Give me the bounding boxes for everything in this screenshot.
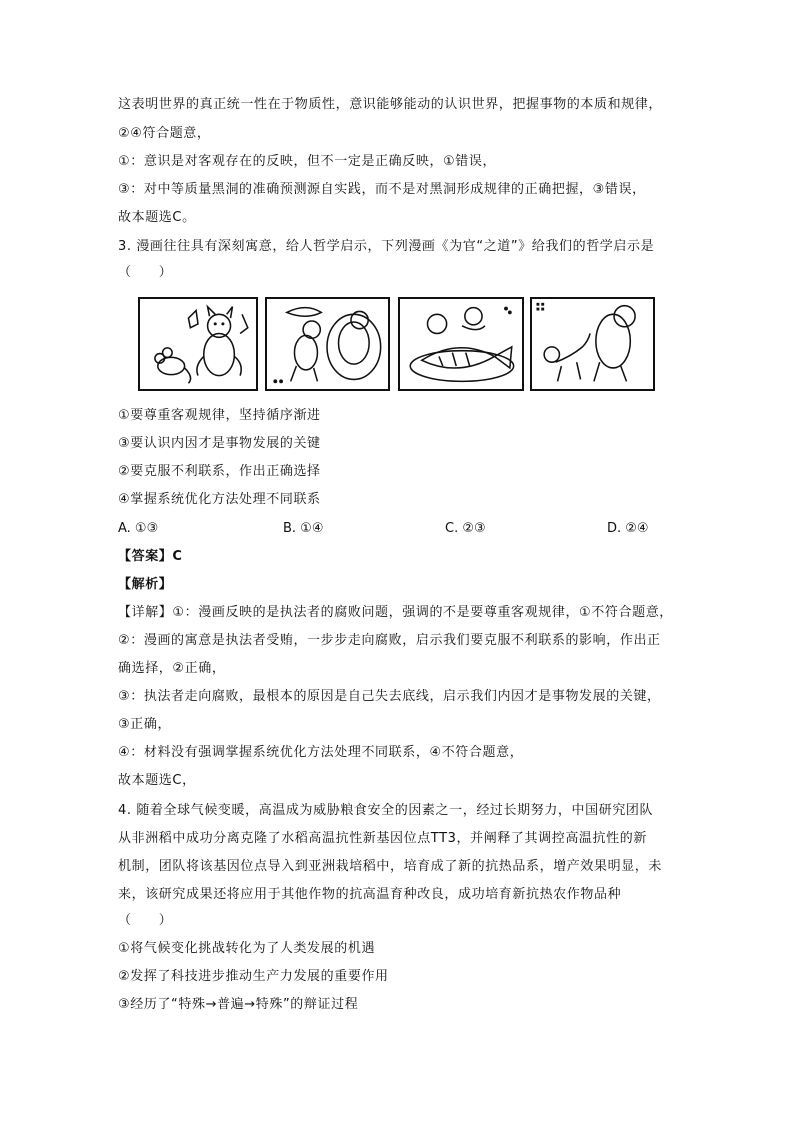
explanation-line: 确选择，②正确， (118, 661, 226, 676)
text-line: 故本题选C。 (118, 210, 196, 225)
statement-2: ②发挥了科技进步推动生产力发展的重要作用 (118, 969, 389, 984)
explanation-line: 故本题选C， (118, 773, 196, 788)
answer-blank: （ ） (118, 913, 173, 928)
explanation-line: ③正确， (118, 717, 172, 732)
text-line: ③：对中等质量黑洞的准确预测源自实践，而不是对黑洞形成规律的正确把握，③错误， (118, 182, 646, 197)
comic-cat-fish-drawing (267, 299, 388, 389)
comic-panel-3 (398, 297, 524, 391)
option-b[interactable]: B. ①④ (283, 521, 324, 536)
question-4-stem: 从非洲稻中成功分离克隆了水稻高温抗性新基因位点TT3，并阐释了其调控高温抗性的新 (118, 831, 647, 846)
text-line: 这表明世界的真正统一性在于物质性，意识能够能动的认识世界，把握事物的本质和规律， (118, 97, 663, 112)
comic-panel-1 (138, 297, 258, 391)
question-4-stem: 来，该研究成果还将应用于其他作物的抗高温育种改良，成功培育新抗热农作物品种 (118, 887, 622, 902)
analysis-heading: 【解析】 (118, 577, 173, 592)
option-d[interactable]: D. ②④ (607, 521, 649, 536)
statement-2: ②要克服不利联系，作出正确选择 (118, 464, 321, 479)
comic-cat-running-drawing (532, 299, 653, 389)
option-c[interactable]: C. ②③ (445, 521, 486, 536)
statement-4: ④掌握系统优化方法处理不同联系 (118, 492, 321, 507)
comic-fish-platter-drawing (400, 299, 522, 389)
comic-cat-mouse-drawing (140, 299, 256, 389)
statement-3: ③要认识内因才是事物发展的关键 (118, 436, 321, 451)
statement-1: ①将气候变化挑战转化为了人类发展的机遇 (118, 941, 376, 956)
explanation-line: ③：执法者走向腐败，最根本的原因是自己失去底线，启示我们内因才是事物发展的关键， (118, 689, 661, 704)
question-4-stem: 4. 随着全球气候变暖，高温成为威胁粮食安全的因素之一，经过长期努力，中国研究团队 (118, 803, 654, 818)
statement-3: ③经历了“特殊→普遍→特殊”的辩证过程 (118, 997, 359, 1012)
explanation-line: ④：材料没有强调掌握系统优化方法处理不同联系，④不符合题意， (118, 745, 524, 760)
text-line: ①：意识是对客观存在的反映，但不一定是正确反映，①错误， (118, 154, 497, 169)
question-4-stem: 机制，团队将该基因位点导入到亚洲栽培稻中，培育成了新的抗热品系，增产效果明显，未 (118, 859, 663, 874)
answer-line: 【答案】C (118, 549, 183, 564)
comic-panel-2 (265, 297, 390, 391)
explanation-line: 【详解】①：漫画反映的是执法者的腐败问题，强调的不是要尊重客观规律，①不符合题意， (118, 605, 673, 620)
explanation-line: ②：漫画的寓意是执法者受贿，一步步走向腐败，启示我们要克服不利联系的影响，作出正 (118, 633, 661, 648)
text-line: ②④符合题意， (118, 126, 211, 141)
answer-blank: （ ） (118, 265, 173, 280)
question-3-stem: 3. 漫画往往具有深刻寓意，给人哲学启示，下列漫画《为官“之道”》给我们的哲学启示是 (118, 239, 655, 254)
comic-panel-4 (530, 297, 655, 391)
option-a[interactable]: A. ①③ (118, 521, 159, 536)
statement-1: ①要尊重客观规律，坚持循序渐进 (118, 408, 321, 423)
